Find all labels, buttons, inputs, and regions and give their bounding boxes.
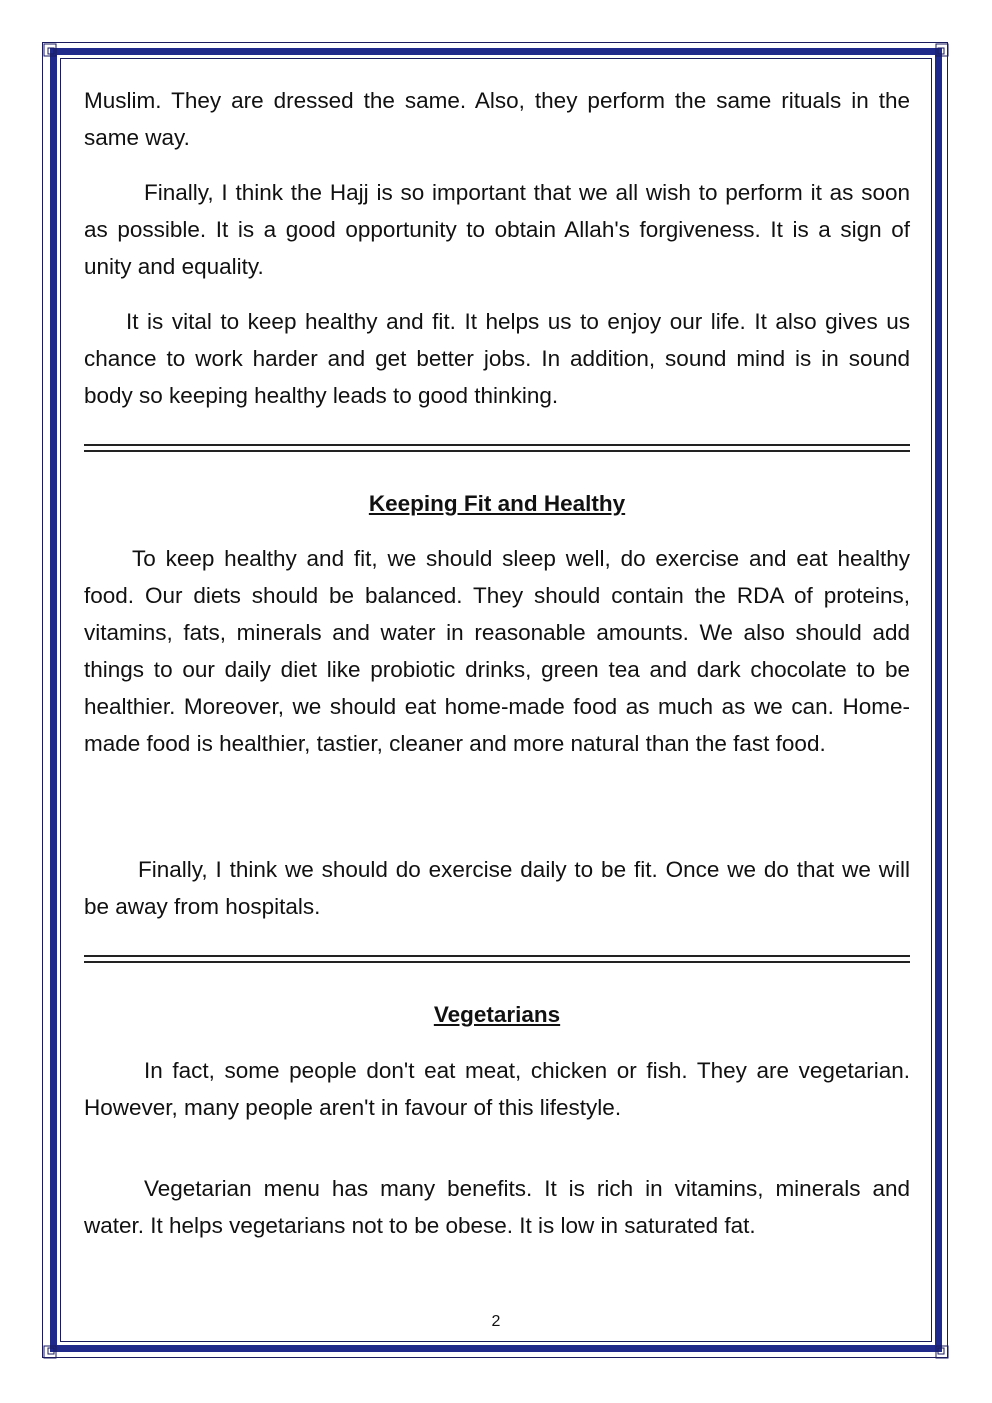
paragraph-keeping-fit-conclusion: Finally, I think we should do exercise daily to be fit. Once we do that we will be away from hospitals. — [84, 857, 910, 919]
paragraph-keeping-fit-body: To keep healthy and fit, we should sleep well, do exercise and eat healthy food. Our diets should be balanced. They should contain the RDA of proteins, vitamins, fats, minerals and water in reasonable amounts. We also should add things to our daily diet like probiotic drinks, green tea and dark chocolate to be healthier. Moreover, we should eat home-made food as much as we can. Home-made food is healthier, tastier, cleaner and more natural than the fast food. — [84, 546, 910, 756]
paragraph-hajj-dress: Muslim. They are dressed the same. Also, they perform the same rituals in the same way. — [84, 88, 910, 150]
paragraph-hajj-conclusion: Finally, I think the Hajj is so important that we all wish to perform it as soon as possible. It is a good opportunity to obtain Allah's forgiveness. It is a sign of unity and equality. — [84, 180, 910, 279]
heading-keeping-fit: Keeping Fit and Healthy — [368, 491, 626, 516]
paragraph-keep-healthy-intro: It is vital to keep healthy and fit. It helps us to enjoy our life. It also gives us chance to work harder and get better jobs. In addition, sound mind is in sound body so keeping healthy leads to good thinking. — [84, 309, 910, 408]
corner-ornament-bottom-right — [934, 1344, 950, 1360]
paragraph-vegetarians-intro: In fact, some people don't eat meat, chicken or fish. They are vegetarian. However, many people aren't in favour of this lifestyle. — [84, 1058, 910, 1120]
corner-ornament-bottom-left — [42, 1344, 58, 1360]
page-number: 2 — [491, 1313, 501, 1330]
heading-vegetarians: Vegetarians — [433, 1002, 561, 1027]
corner-ornament-top-right — [934, 42, 950, 58]
section-divider — [84, 955, 910, 969]
corner-ornament-top-left — [42, 42, 58, 58]
section-divider — [84, 444, 910, 458]
paragraph-vegetarian-benefits: Vegetarian menu has many benefits. It is rich in vitamins, minerals and water. It helps vegetarians not to be obese. It is low in saturated fat. — [84, 1176, 910, 1238]
